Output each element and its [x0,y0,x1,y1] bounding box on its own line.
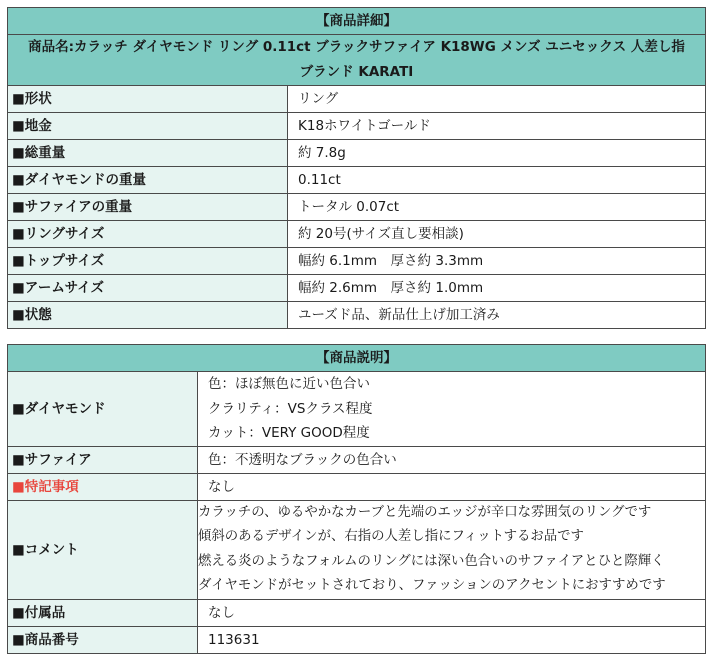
detail-label: ■ダイヤモンドの重量 [8,167,288,194]
detail-label: ■形状 [8,86,288,113]
diamond-cut: カット：VERY GOOD程度 [208,425,370,441]
comment-line-4: ダイヤモンドがセットされており、ファッションのアクセントにおすすめです [198,578,666,593]
detail-value: リング [288,86,706,113]
detail-label: ■総重量 [8,140,288,167]
detail-row-sapphire-weight [8,194,706,221]
description-header: 【商品説明】 [8,345,706,372]
product-description-table [7,344,706,654]
details-header-row [8,8,706,35]
desc-row-diamond [8,372,706,447]
product-details-table [7,7,706,329]
desc-label-comment: ■コメント [8,500,198,599]
detail-value: 幅約 6.1mm 厚さ約 3.3mm [288,248,706,275]
detail-label: ■アームサイズ [8,275,288,302]
detail-label: ■地金 [8,113,288,140]
detail-value: ユーズド品、新品仕上げ加工済み [288,302,706,329]
detail-value: トータル 0.07ct [288,194,706,221]
product-title-line2: ブランド KARATI [299,64,414,80]
detail-row-shape [8,86,706,113]
detail-row-arm-size [8,275,706,302]
product-title-line1: 商品名:カラッチ ダイヤモンド リング 0.11ct ブラックサファイア K18WG メンズ ユニセックス 人差し指 [28,39,685,55]
detail-label: ■リングサイズ [8,221,288,248]
detail-row-ring-size [8,221,706,248]
diamond-clarity: クラリティ：VSクラス程度 [208,400,373,417]
details-header: 【商品詳細】 [8,8,706,35]
desc-row-comment [8,500,706,599]
detail-label: ■状態 [8,302,288,329]
product-title [8,35,706,86]
desc-row-item-number [8,626,706,653]
desc-label-accessories: ■付属品 [8,599,198,626]
desc-value-accessories: なし [198,599,706,626]
detail-value: 約 7.8g [288,140,706,167]
desc-row-special [8,473,706,500]
description-header-row [8,345,706,372]
diamond-color: 色：ほぼ無色に近い色合い [208,376,370,392]
detail-label: ■サファイアの重量 [8,194,288,221]
detail-value: 約 20号(サイズ直し要相談) [288,221,706,248]
product-title-row [8,35,706,86]
comment-line-1: カラッチの、ゆるやかなカーブと先端のエッジが辛口な雰囲気のリングです [198,504,652,520]
detail-row-diamond-weight [8,167,706,194]
detail-row-top-size [8,248,706,275]
desc-label-item-number: ■商品番号 [8,626,198,653]
detail-row-condition [8,302,706,329]
desc-label-sapphire: ■サファイア [8,446,198,473]
desc-label-special: ■特記事項 [8,473,198,500]
detail-row-total-weight [8,140,706,167]
desc-value-special: なし [198,473,706,500]
desc-row-accessories [8,599,706,626]
detail-value: 0.11ct [288,167,706,194]
comment-line-3: 燃える炎のようなフォルムのリングには深い色合いのサファイアとひと際輝く [198,553,665,569]
detail-value: 幅約 2.6mm 厚さ約 1.0mm [288,275,706,302]
desc-value-sapphire: 色：不透明なブラックの色合い [198,446,706,473]
comment-line-2: 傾斜のあるデザインが、右指の人差し指にフィットするお品です [198,529,584,544]
detail-value: K18ホワイトゴールド [288,113,706,140]
desc-value-diamond [198,372,706,447]
desc-value-comment [198,500,706,599]
detail-label: ■トップサイズ [8,248,288,275]
desc-value-item-number: 113631 [198,626,706,653]
desc-row-sapphire [8,446,706,473]
desc-label-diamond: ■ダイヤモンド [8,372,198,447]
detail-row-metal [8,113,706,140]
